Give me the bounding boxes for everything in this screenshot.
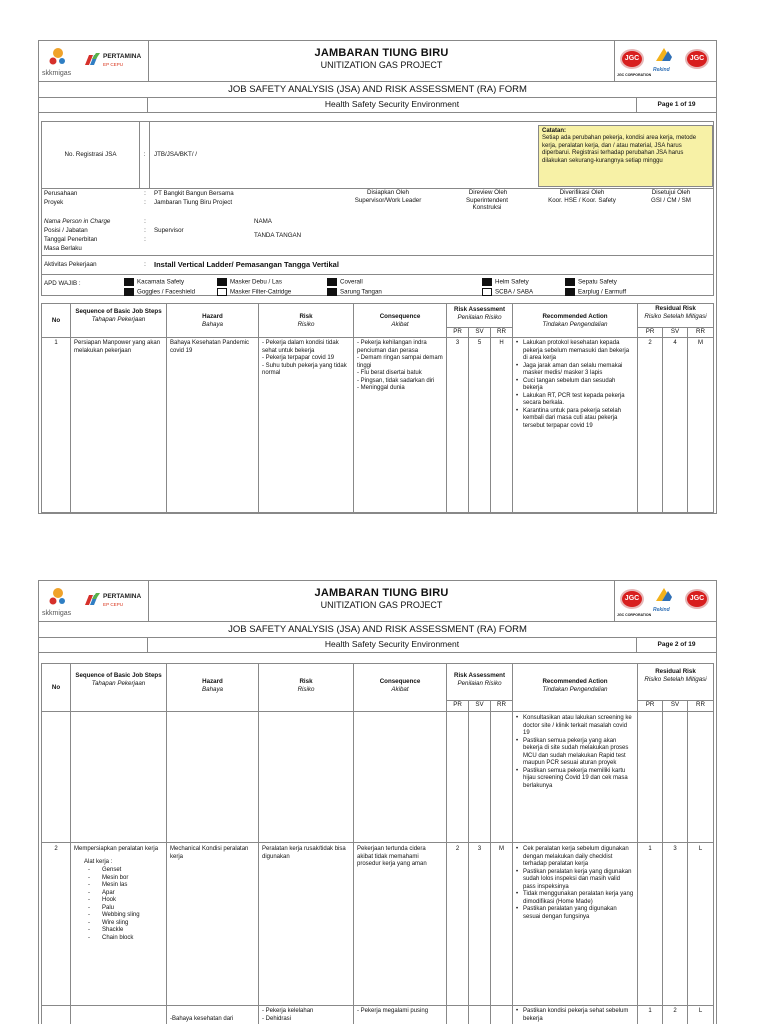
rekind-label: Rekind (653, 67, 670, 73)
project-title: JAMBARAN TIUNG BIRU (314, 47, 449, 59)
jsa-page-2 (38, 580, 717, 1024)
nama-label: NAMA (254, 218, 272, 225)
table-row: • Konsultasikan atau lakukan screening ke doctor site / klinik terkait masalah covid 19 • Pastikan semua pekerja yang akan bekerja di site sudah melakukan proses MCU dan sudah melakukan Rapid test maupun PCR sesuai aturan proyek • Pastikan semua pekerja memiliki kartu hijau screening Covid 19 dan cek masa berlakunya (42, 712, 713, 843)
reg-number: JTB/JSA/BKT/ / (154, 151, 197, 158)
page-number: Page 2 of 19 (657, 641, 696, 648)
project-title-block (149, 587, 614, 610)
project-subtitle: UNITIZATION GAS PROJECT (320, 60, 443, 70)
dept-row (39, 98, 716, 113)
ttd-label: TANDA TANGAN (254, 232, 302, 239)
skkmigas-logo-icon (45, 587, 71, 611)
jgc-logo-icon: JGC (620, 589, 644, 609)
apd-label: APD WAJIB : (44, 280, 81, 287)
company-value: PT Bangkit Bangun Bersama (154, 190, 234, 197)
apd-sepatu: Sepatu Safety (565, 278, 617, 286)
reg-label: No. Registrasi JSA (42, 122, 140, 188)
dept-row (39, 638, 716, 653)
project-value: Jambaran Tiung Biru Project (154, 199, 233, 206)
pertamina-label: PERTAMINA (103, 593, 142, 600)
apd-masker-debu: Masker Debu / Las (217, 278, 282, 286)
page-header (39, 581, 716, 622)
project-subtitle: UNITIZATION GAS PROJECT (320, 600, 443, 610)
approved-value: GSI / CM / SM (651, 197, 691, 204)
client-logos (39, 41, 149, 82)
apd-kacamata: Kacamata Safety (124, 278, 184, 286)
jgc-corporation-label: JGC CORPORATION (617, 73, 652, 77)
project-title: JAMBARAN TIUNG BIRU (314, 587, 449, 599)
jsa-table-2 (41, 663, 714, 1024)
note-box (538, 125, 713, 187)
apd-sarung-tangan: Sarung Tangan (327, 288, 382, 296)
note-text: Setiap ada perubahan pekerja, kondisi area kerja, metode kerja, peralatan kerja, dan / atau material, JSA harus diperbarui. Registrasi terhadap perubahan JSA harus dilakukan sekurang-kurangnya setiap minggu (542, 135, 697, 164)
rekind-logo-icon (653, 45, 675, 67)
reviewed-value: Superintendent Konstruksi (466, 197, 508, 211)
rekind-logo-icon (653, 585, 675, 607)
skkmigas-logo-icon (45, 47, 71, 71)
pertamina-sub-label: EP CEPU (103, 602, 124, 607)
client-logos (39, 581, 149, 622)
page-number: Page 1 of 19 (657, 101, 696, 108)
activity-row: Aktivitas Pekerjaan : Install Vertical Ladder/ Pemasangan Tangga Vertikal (42, 255, 713, 275)
table-row: 2 Mempersiapkan peralatan kerja Alat kerja : - Genset - Mesin bor - Mesin las - Apar - Hook - Palu - Webbing sling - Wire sling - Shackle - Chain block Mechanical Kondisi peralatan kerja Peralatan kerja rusak/tidak bisa digunakan Pekerjaan tertunda cidera akibat tidak memahami prosedur kerja yang aman 2 3 M • Cek peralatan kerja sebelum digunakan dengan melakukan daily checklist terhadap peralatan kerja • Pastikan peralatan kerja yang digunakan sudah lolos inspeksi dan masih valid pass inspeksinya • Tidak menggunakan peralatan kerja yang dimodifikasi (Home Made) • Pastikan peralatan yang digunakan sesuai dengan fungsinya 1 3 L (42, 843, 713, 1006)
contractor-logos (614, 41, 716, 82)
verified-value: Koor. HSE / Koor. Safety (548, 197, 616, 204)
table-header: No Sequence of Basic Job Steps Tahapan Pekerjaan Hazard Bahaya Risk Risiko Consequence Akibat Risk Assessment Penilaian Risiko PR SV RR Recommended Action Tindakan Pengendalian Residual Risk Risiko Setelah Mitigasi PR SV RR (42, 304, 713, 338)
contractor-logos (614, 581, 716, 622)
registration-block: No. Registrasi JSA : JTB/JSA/BKT/ / Catatan: Setiap ada perubahan pekerja, kondisi area kerja, metode kerja, peralatan kerja, dan / atau material, JSA harus diperbarui. Registrasi terhadap perubahan JSA harus dilakukan sekurang-kurangnya setiap minggu Perusahaan : PT Bangkit Bangun Bersama Proyek : Jambaran Tiung Biru Project Nama Person in Charge : Posisi / Jabatan : Supervisor Tanggal Penerbitan : Masa Berlaku NAMA TANDA TANGAN Disiapkan Oleh Supervisor/Work Leader Direview Oleh Superintendent Konstruksi Diverifikasi Oleh Koor. HSE / Koor. Safety Disetujui Oleh GSI / CM / SM Aktivitas Pekerjaan : Install Vertical Ladder/ Pemasangan Tangga Vertikal APD WAJIB : Kacamata Safety Masker Debu / Las Coverall Helm Safety Sepatu Safety Goggles / Faceshield Masker Filter-Catridge Sarung Tangan SCBA / SABA Earplug / Earmuff (41, 121, 714, 296)
prepared-value: Supervisor/Work Leader (354, 197, 422, 204)
department: Health Safety Security Environment (147, 638, 637, 652)
pertamina-logo-icon (83, 51, 101, 67)
apd-helm: Helm Safety (482, 278, 529, 286)
jsa-page-1 (38, 40, 717, 514)
table-row: -Bahaya kesehatan dari - Pekerja kelelahan - Dehidrasi - Pekerja megalami pusing • Pastikan kondisi pekerja sehat sebelum bekerja 1 2 L (42, 1006, 713, 1024)
activity-value: Install Vertical Ladder/ Pemasangan Tangga Vertikal (154, 260, 339, 269)
jgc-corporation-label: JGC CORPORATION (617, 613, 652, 617)
apd-goggles: Goggles / Faceshield (124, 288, 195, 296)
jsa-table-1 (41, 303, 714, 513)
table-row: 1 Persiapan Manpower yang akan melakukan pekerjaan Bahaya Kesehatan Pandemic covid 19 - Pekerja dalam kondisi tidak sehat untuk bekerja - Pekerja terpapar covid 19 - Suhu tubuh pekerja yang tidak normal - Pekerja kehilangan indra penciuman dan perasa - Demam ringan sampai demam tinggi - Flu berat disertai batuk - Pingsan, tidak sadarkan diri - Meninggal dunia 3 5 H • Lakukan protokol kesehatan kepada pekerja sebelum memasuki dan bekerja di area kerja • Jaga jarak aman dan selalu memakai masker medis/ masker 3 lapis • Cuci tangan sebelum dan sesudah bekerja • Lakukan RT, PCR test kepada pekerja secara berkala. • Karantina untuk para pekerja setelah kembali dari masa cuti atau pekerja tersebut terpapar covid 19 2 4 M (42, 338, 713, 512)
rekind-label: Rekind (653, 607, 670, 613)
table-header: No Sequence of Basic Job Steps Tahapan Pekerjaan Hazard Bahaya Risk Risiko Consequence Akibat Risk Assessment Penilaian Risiko PR SV RR Recommended Action Tindakan Pengendalian Residual Risk Risiko Setelah Mitigasi PR SV RR (42, 664, 713, 712)
form-title: JOB SAFETY ANALYSIS (JSA) AND RISK ASSESSMENT (RA) FORM (39, 622, 716, 638)
apd-masker-filter: Masker Filter-Catridge (217, 288, 291, 296)
pertamina-logo-icon (83, 591, 101, 607)
pertamina-label: PERTAMINA (103, 53, 142, 60)
jgc-logo-icon: JGC (620, 49, 644, 69)
position-value: Supervisor (154, 227, 184, 234)
skkmigas-label: skkmigas (42, 610, 72, 617)
jgc-logo-icon-2: JGC (685, 589, 709, 609)
jgc-logo-icon-2: JGC (685, 49, 709, 69)
form-title: JOB SAFETY ANALYSIS (JSA) AND RISK ASSESSMENT (RA) FORM (39, 82, 716, 98)
apd-coverall: Coverall (327, 278, 363, 286)
page-header (39, 41, 716, 82)
project-title-block (149, 47, 614, 70)
skkmigas-label: skkmigas (42, 70, 72, 77)
apd-earplug: Earplug / Earmuff (565, 288, 626, 296)
detail-grid: Perusahaan : PT Bangkit Bangun Bersama Proyek : Jambaran Tiung Biru Project Nama Person in Charge : Posisi / Jabatan : Supervisor Tanggal Penerbitan : Masa Berlaku NAMA TANDA TANGAN Disiapkan Oleh Supervisor/Work Leader Direview Oleh Superintendent Konstruksi Diverifikasi Oleh Koor. HSE / Koor. Safety Disetujui Oleh GSI / CM / SM Aktivitas Pekerjaan : Install Vertical Ladder/ Pemasangan Tangga Vertikal APD WAJIB : Kacamata Safety Masker Debu / Las Coverall Helm Safety Sepatu Safety Goggles / Faceshield Masker Filter-Catridge Sarung Tangan SCBA / SABA Earplug / Earmuff (42, 188, 713, 296)
department: Health Safety Security Environment (147, 98, 637, 112)
note-title: Catatan: (542, 128, 567, 134)
apd-scba: SCBA / SABA (482, 288, 533, 296)
pertamina-sub-label: EP CEPU (103, 62, 124, 67)
